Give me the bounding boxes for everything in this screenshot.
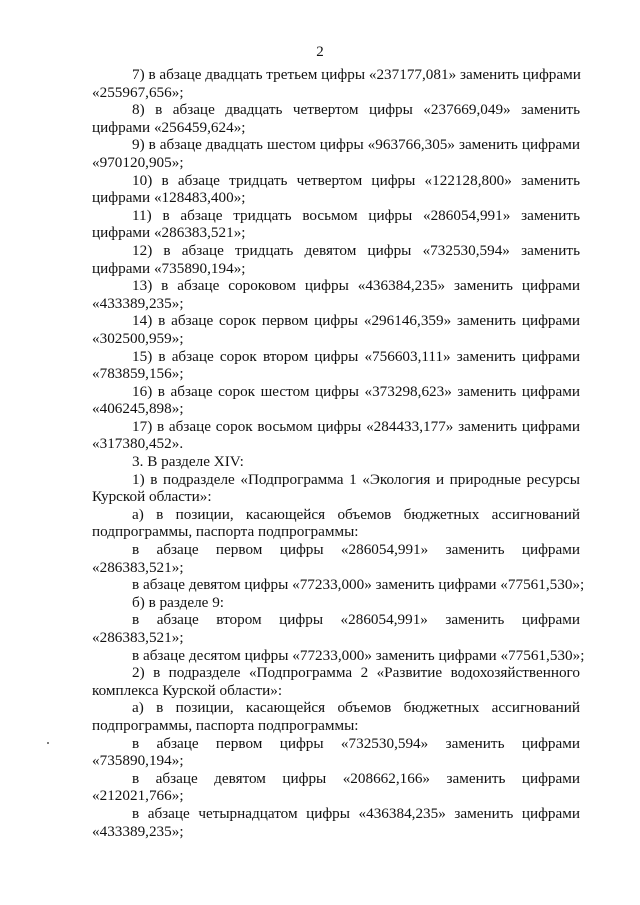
text-line: 15) в абзаце сорок втором цифры «756603,111» заменить цифрами [132,347,580,365]
text-line: 3. В разделе XIV: [132,453,244,471]
text-line: цифрами «286383,521»; [92,224,246,242]
text-line: в абзаце девятом цифры «208662,166» заменить цифрами [132,769,580,787]
text-line: цифрами «256459,624»; [92,118,246,136]
text-line: 7) в абзаце двадцать третьем цифры «237177,081» заменить цифрами [132,66,581,83]
text-line: б) в разделе 9: [132,593,225,611]
text-line: 16) в абзаце сорок шестом цифры «373298,623» заменить цифрами [132,382,580,400]
text-line: Курской области»: [92,488,212,506]
text-line: «735890,194»; [92,752,184,770]
text-line: комплекса Курской области»: [92,681,283,699]
text-line: 11) в абзаце тридцать восьмом цифры «286054,991» заменить [132,206,580,224]
text-line: «286383,521»; [92,558,184,576]
text-line: а) в позиции, касающейся объемов бюджетных ассигнований [132,699,580,717]
text-line: 13) в абзаце сороковом цифры «436384,235» заменить цифрами [132,277,580,295]
text-line: «433389,235»; [92,294,184,312]
text-line: 9) в абзаце двадцать шестом цифры «963766,305» заменить цифрами [132,136,580,154]
text-line: «286383,521»; [92,629,184,646]
text-line: 14) в абзаце сорок первом цифры «296146,359» заменить цифрами [132,312,580,330]
text-line: «783859,156»; [92,365,184,383]
text-line: «302500,959»; [92,329,184,347]
text-line: в абзаце десятом цифры «77233,000» заменить цифрами «77561,530»; [132,646,585,664]
text-line: 2) в подразделе «Подпрограмма 2 «Развитие водохозяйственного [132,664,580,682]
text-line: в абзаце первом цифры «732530,594» заменить цифрами [132,734,580,752]
text-line: 17) в абзаце сорок восьмом цифры «284433,177» заменить цифрами [132,417,580,435]
text-line: в абзаце девятом цифры «77233,000» заменить цифрами «77561,530»; [132,576,585,594]
scan-speck [47,742,49,744]
text-line: «970120,905»; [92,153,184,171]
text-line: 8) в абзаце двадцать четвертом цифры «237669,049» заменить [132,101,580,119]
text-line: 10) в абзаце тридцать четвертом цифры «122128,800» заменить [132,171,580,189]
text-line: в абзаце втором цифры «286054,991» заменить цифрами [132,611,580,629]
text-line: «255967,656»; [92,83,184,101]
text-line: подпрограммы, паспорта подпрограммы: [92,523,359,541]
text-line: подпрограммы, паспорта подпрограммы: [92,716,359,734]
text-line: «433389,235»; [92,822,184,840]
text-line: «212021,766»; [92,787,184,805]
text-line: 12) в абзаце тридцать девятом цифры «732530,594» заменить [132,241,580,259]
text-line: «317380,452». [92,435,184,453]
text-line: в абзаце первом цифры «286054,991» заменить цифрами [132,541,580,559]
text-line: цифрами «128483,400»; [92,189,246,207]
text-line: в абзаце четырнадцатом цифры «436384,235» заменить цифрами [132,804,580,822]
page-number: 2 [316,44,324,60]
text-line: а) в позиции, касающейся объемов бюджетных ассигнований [132,505,580,523]
text-line: 1) в подразделе «Подпрограмма 1 «Экология и природные ресурсы [132,470,580,488]
document-body [92,66,585,840]
text-line: «406245,898»; [92,400,184,418]
text-line: цифрами «735890,194»; [92,259,246,277]
